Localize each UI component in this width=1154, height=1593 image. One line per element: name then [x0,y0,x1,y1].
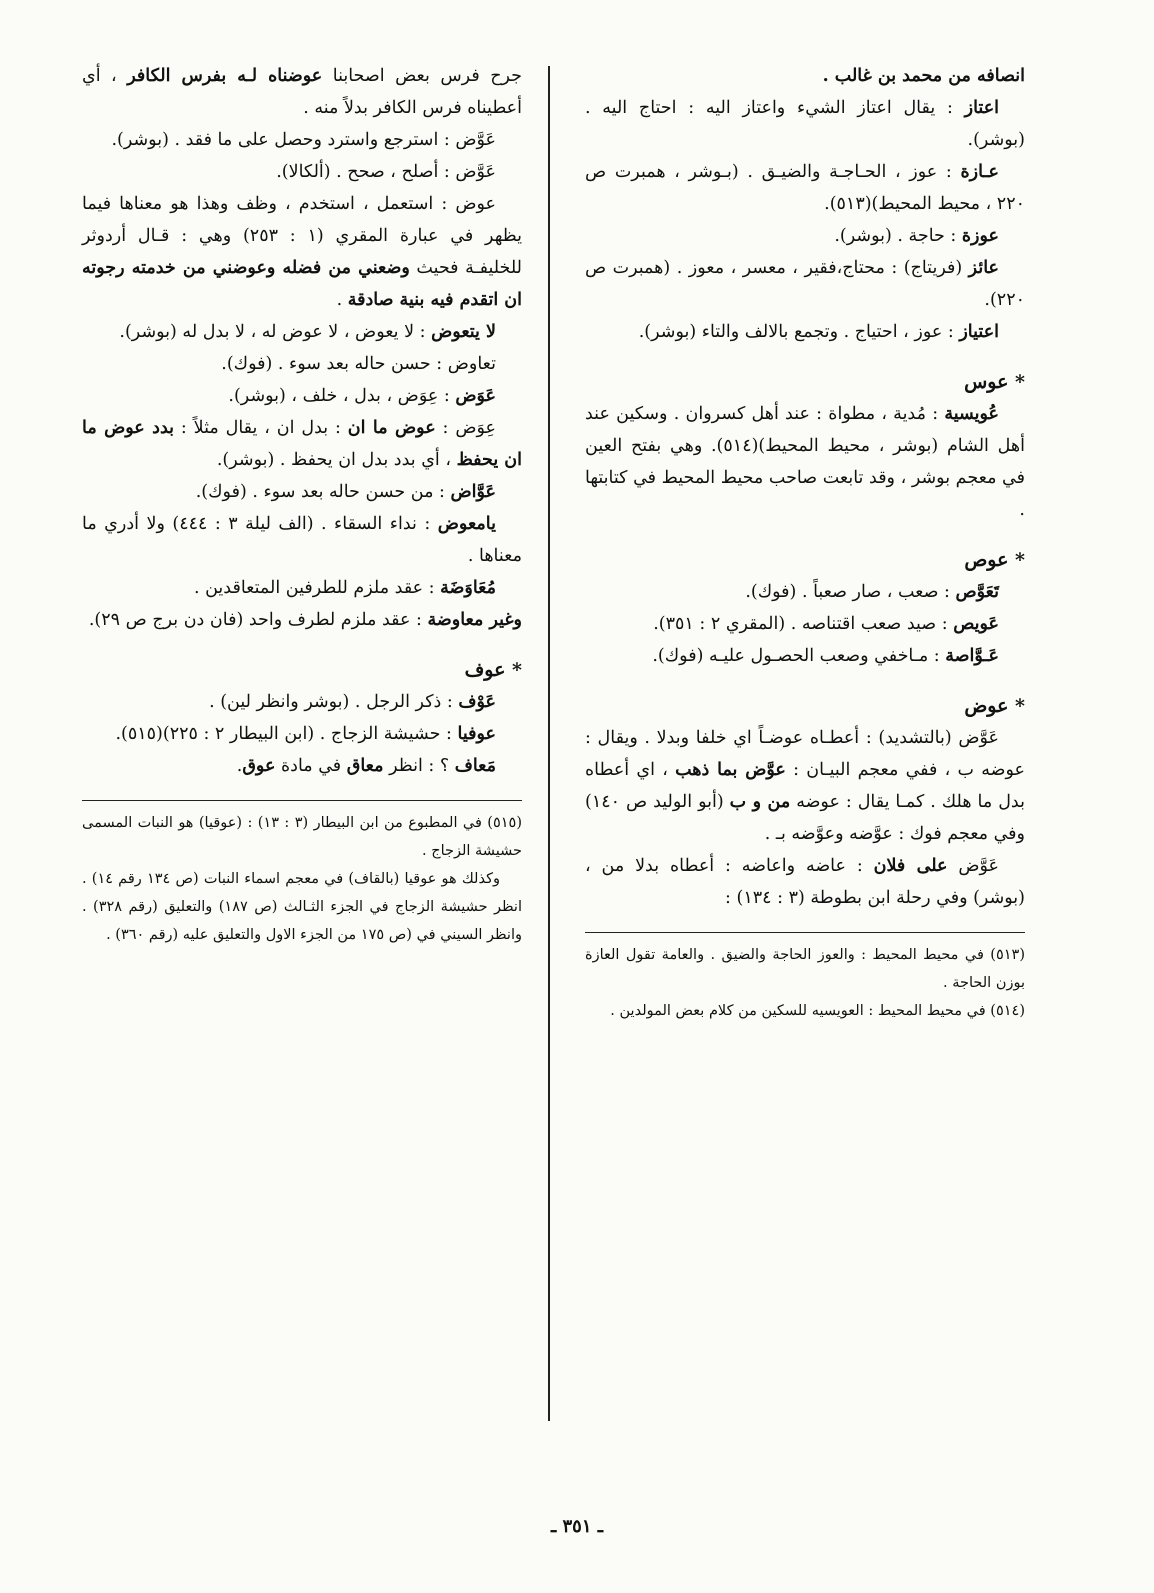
definition: : مُدية ، مطواة : عند أهل كسروان . وسكين عند أهل الشام (بوشر ، محيط المحيط)(٥١٤). وهي بفتح العين في معجم بوشر ، وقد تابعت صاحب محيط المحيط في كتابتها . [585,404,1025,520]
definition: : عقد ملزم للطرفين المتعاقدين . [193,578,435,598]
headword: يامعوض [437,514,496,534]
footnotes [82,809,522,949]
entry [82,60,522,124]
entry [82,188,522,316]
section-heading: * عوس [964,371,1025,393]
entry [585,220,1025,252]
text-line: انصافه من محمد بن غالب . [822,66,1025,86]
column-divider [548,66,550,1421]
definition: : مـاخفي وصعب الحصـول عليـه (فوك). [652,646,940,666]
footnote: (٥١٤) في محيط المحيط : العويسيه للسكين من كلام بعض المولدين . [610,1003,1025,1019]
entry [82,604,522,636]
headword: وغير معاوضة [427,610,522,630]
headword: عوفيا [457,724,496,744]
headword: عَوْف [458,692,496,712]
section-heading: * عوص [964,549,1025,571]
headword: عائز [968,258,999,278]
entry [585,640,1025,672]
entry [585,722,1025,850]
footnote-divider [82,800,522,801]
entry [585,156,1025,220]
headword: لا يتعوض [431,322,496,342]
entry [82,750,522,782]
entry [82,508,522,572]
headword: عوَّض بما ذهب [675,760,786,780]
definition: : حاجة . (بوشر). [834,226,957,246]
entry [82,412,522,476]
definition: : لا يعوض ، لا عوض له ، لا بدل له (بوشر). [119,322,426,342]
headword: معاق [346,756,384,776]
definition: عوض : استعمل ، استخدم ، وظف وهذا هو معناها فيما يظهر في عبارة المقري (١ : ٢٥٣) وهي : قـال أردوثر للخليفـة فحيث [82,194,522,278]
entry [82,718,522,750]
definition: عِوَض : [442,418,496,438]
definition: : عوز ، احتياج . وتجمع بالالف والتاء (بوشر). [638,322,954,342]
definition: : يقال اعتاز الشيء واعتاز اليه : احتاج اليه . (بوشر). [585,98,1025,150]
headword: اعتاز [964,98,999,118]
left-column [82,60,522,949]
section-heading: * عوف [464,659,522,681]
definition: : صيد صعب اقتناصه . (المقري ٢ : ٣٥١). [653,614,948,634]
definition: : صعب ، صار صعباً . (فوك). [745,582,950,602]
headword: عَوَض [455,386,496,406]
entry [585,608,1025,640]
entry [82,476,522,508]
entry [585,398,1025,526]
quote: وضعني من فضله وعوضني من خدمته رجوته ان اتقدم فيه بنية صادقة [82,258,522,310]
headword: على فلان [873,856,948,876]
headword: عوق [242,756,276,776]
definition: . [336,290,343,310]
definition: : عاضه واعاضه : أعطاه بدلا من ، (بوشر) وفي رحلة ابن بطوطة (٣ : ١٣٤) : [585,856,1025,908]
headword: اعتياز [959,322,999,342]
headword: مُعَاوَضَة [440,578,496,598]
definition: ، اي أعطاه بدل ما هلك . كمـا يقال : عوضه [585,760,1025,812]
entry [585,850,1025,914]
definition: ، أي بدد بدل ان يحفظ . (بوشر). [216,450,451,470]
headword: عوزة [961,226,999,246]
definition: : عِوَض ، بدل ، خلف ، (بوشر). [228,386,450,406]
entry [82,572,522,604]
definition: . [236,756,243,776]
headword: عـازة [960,162,999,182]
definition: (فريتاج) : محتاج،فقير ، معسر ، معوز . (همبرت ص ٢٢٠). [585,258,1025,310]
definition: : من حسن حاله بعد سوء . (فوك). [195,482,445,502]
entry [585,576,1025,608]
entry [585,316,1025,348]
definition: : ذكر الرجل . (بوشر وانظر لين) . [209,692,453,712]
headword: تَعَوَّص [955,582,999,602]
footnote: (٥١٣) في محيط المحيط : والعوز الحاجة والضيق . والعامة تقول العازة بوزن الحاجة . [585,947,1025,991]
headword: عَويص [953,614,999,634]
headword: عَـوَّاصة [945,646,999,666]
entry [585,92,1025,156]
definition: : نداء السقاء . (الف ليلة ٣ : ٤٤٤) ولا أدري ما معناها . [82,514,522,566]
definition: : عوز ، الحـاجـة والضيـق . (بـوشر ، همبرت ص ٢٢٠ ، محيط المحيط)(٥١٣). [585,162,1025,214]
headword: مَعاف [454,756,496,776]
page-number: ـ ٣٥١ ـ [550,1516,604,1537]
entry: تعاوض : حسن حاله بعد سوء . (فوك). [221,354,496,374]
entry [585,252,1025,316]
definition: ، أي أعطيناه فرس الكافر بدلاً منه . [82,66,522,118]
headword: عَوَّاض [450,482,496,502]
headword: عُويسية [944,404,999,424]
entry [82,686,522,718]
footnotes [585,941,1025,1025]
definition: : عقد ملزم لطرف واحد (فان دن برج ص ٢٩). [88,610,422,630]
definition: ؟ : انظر [389,756,450,776]
definition: : بدل ان ، يقال مثلاً : [180,418,341,438]
entry: عَوَّض : استرجع واسترد وحصل على ما فقد . (بوشر). [111,130,496,150]
headword: عوضناه لـه بفرس الكافر [127,66,323,86]
definition: (أبو الوليد ص ١٤٠) وفي معجم فوك : عوَّضه وعوَّضه بـ . [585,792,1025,844]
headword: عوض ما ان [347,418,436,438]
entry [82,316,522,348]
section-heading: * عوض [964,695,1025,717]
headword: من و ب [729,792,791,812]
right-column [585,60,1025,1025]
footnote: (٥١٥) في المطبوع من ابن البيطار (٣ : ١٣) : (عوقيا) هو النبات المسمى حشيشة الزجاج . [82,815,523,859]
footnote: وكذلك هو عوقيا (بالقاف) في معجم اسماء النبات (ص ١٣٤ رقم ١٤) . انظر حشيشة الزجاج في الجزء الثـالث (ص ١٨٧) والتعليق (رقم ٣٢٨) . وانظر السيني في (ص ١٧٥ من الجزء الاول والتعليق عليه (رقم ٣٦٠) . [82,871,522,943]
headword: بدد عوض ما ان يحفظ [82,418,522,470]
footnote-divider [585,932,1025,933]
definition: عَوَّض (بالتشديد) : أعطـاه عوضـاً اي خلفا وبدلا . ويقال : عوضه ب ، ففي معجم البيـان : [585,728,1025,780]
definition: : حشيشة الزجاج . (ابن البيطار ٢ : ٢٢٥)(٥١٥). [115,724,452,744]
definition: عَوَّض [958,856,999,876]
entry: عَوَّض : أصلح ، صحح . (ألكالا). [276,162,496,182]
definition: جرح فرس بعض اصحابنا [332,66,522,86]
entry [82,380,522,412]
definition: في مادة [280,756,342,776]
